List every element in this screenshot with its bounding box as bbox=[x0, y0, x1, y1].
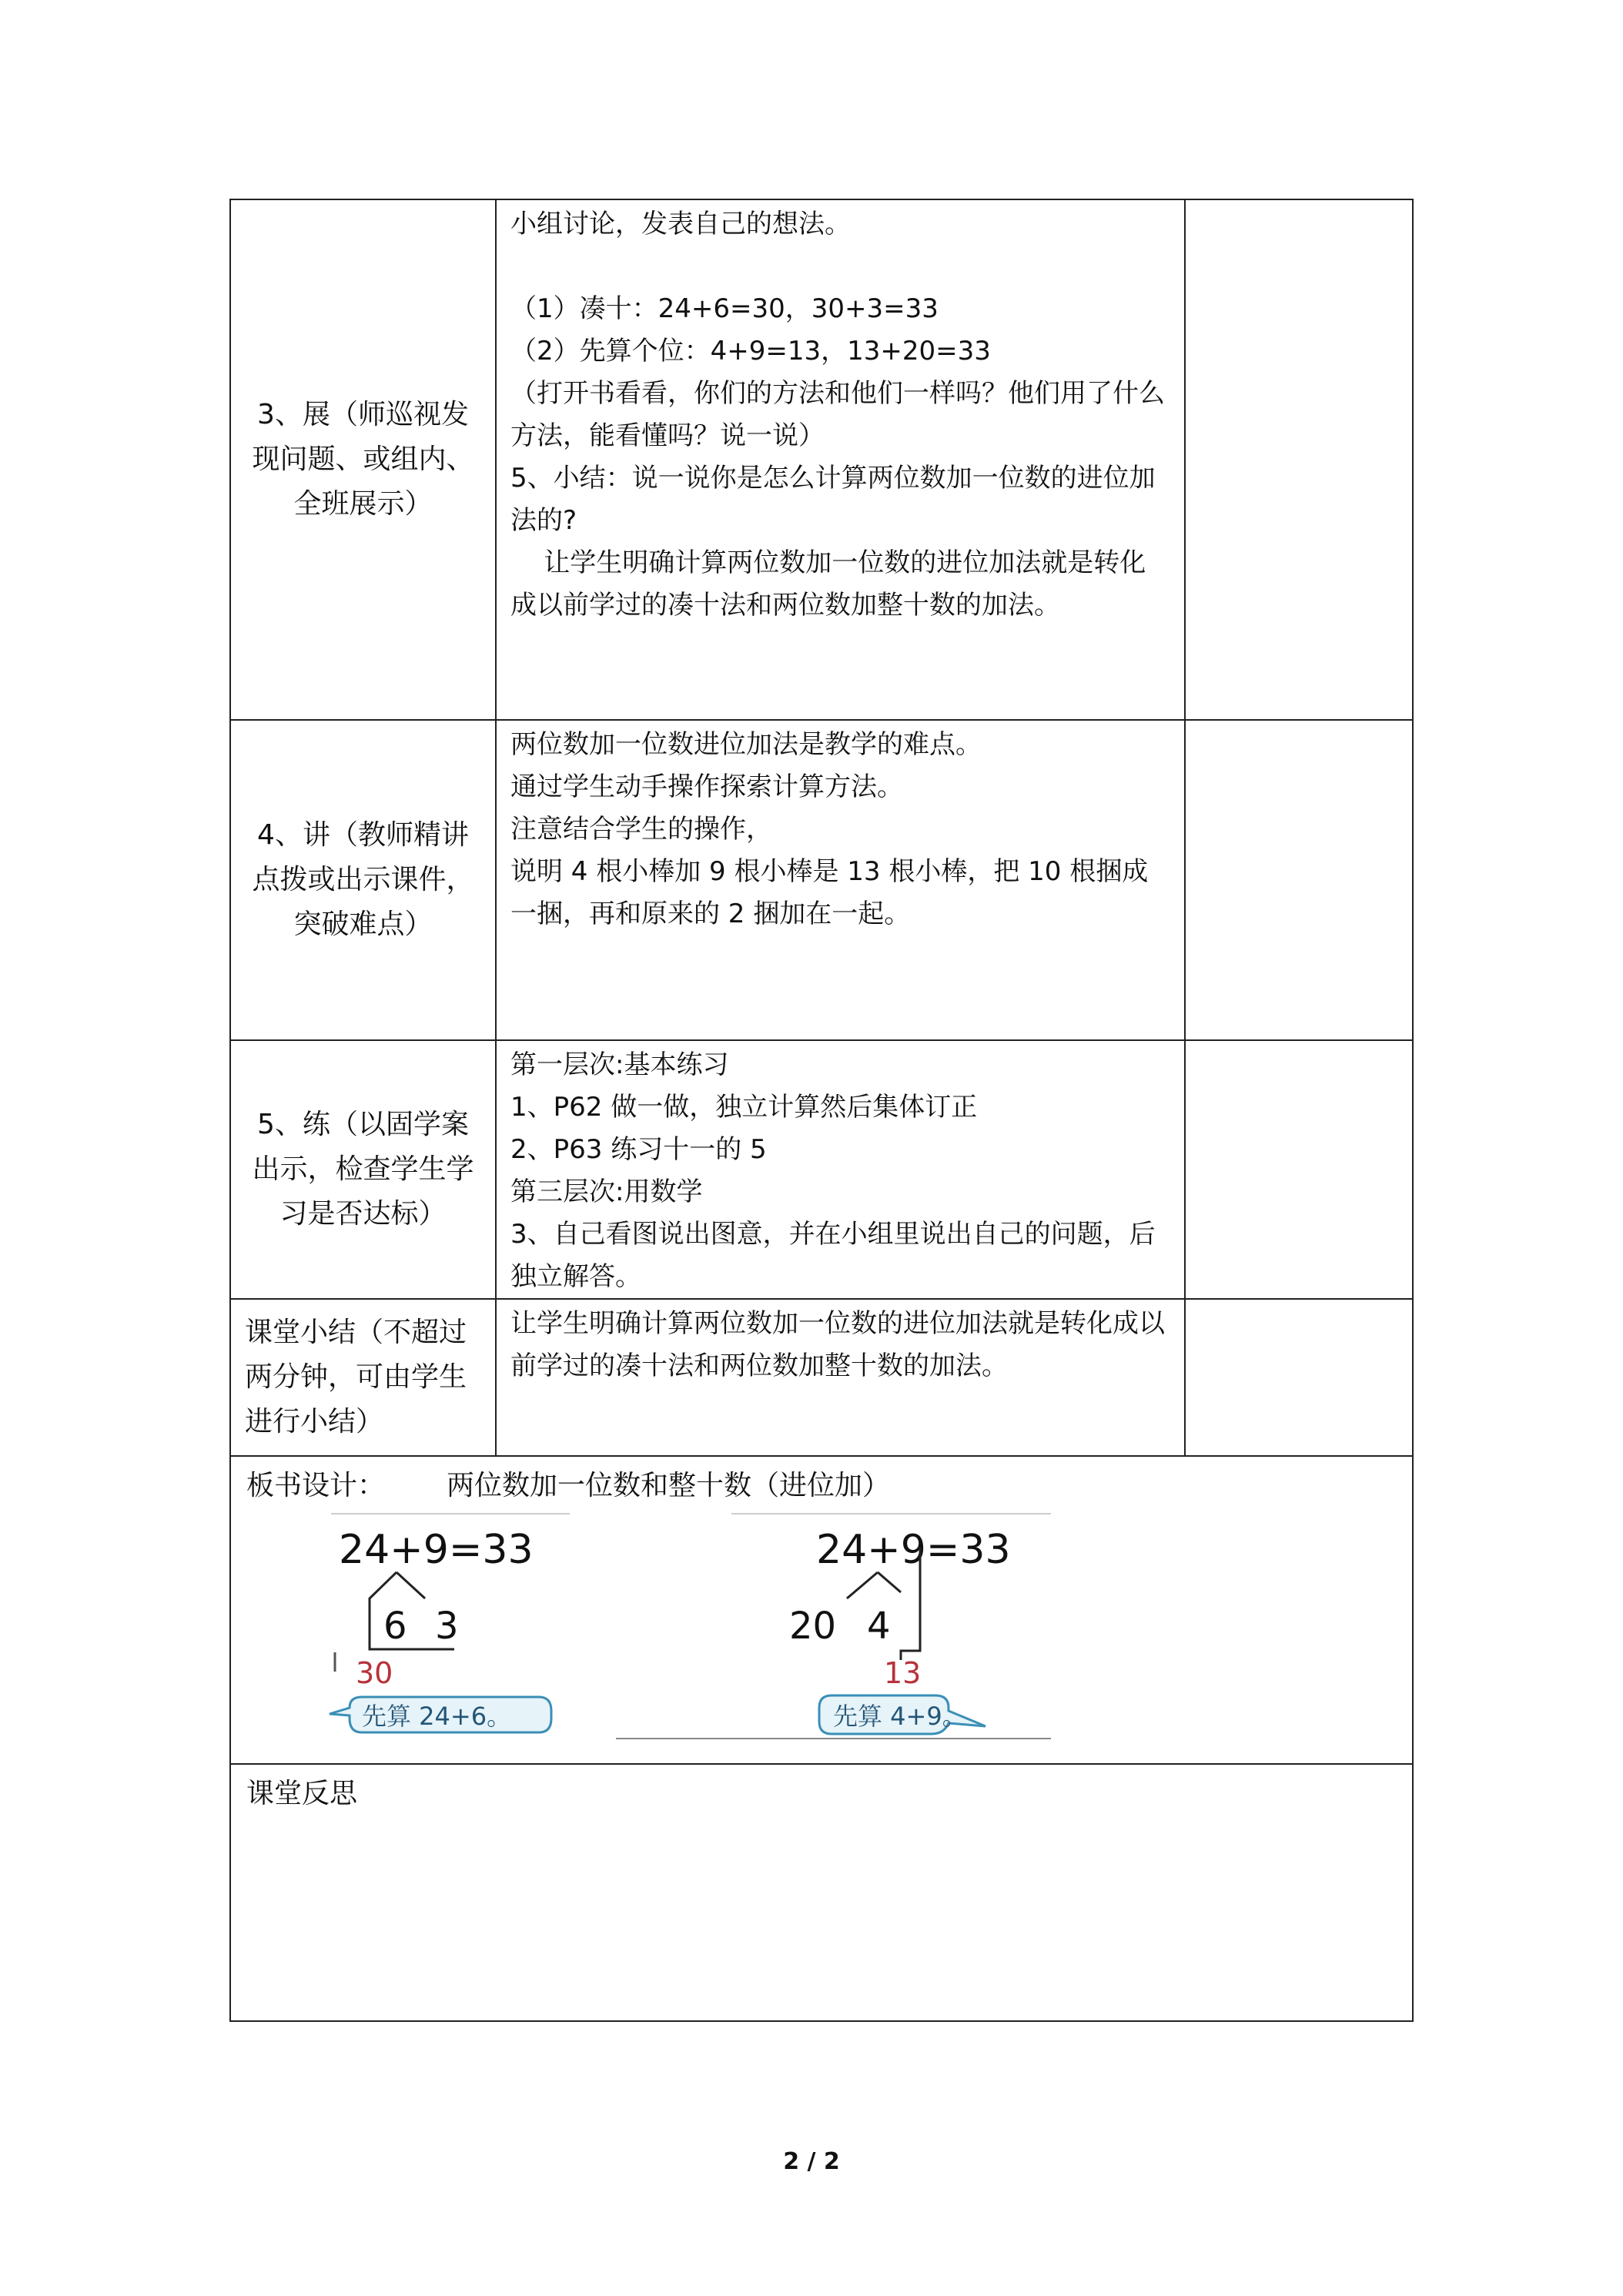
content-line: 让学生明确计算两位数加一位数的进位加法就是转化成以前学过的凑十法和两位数加整十数的加法。 bbox=[510, 547, 1146, 621]
right-split-line-b bbox=[878, 1572, 901, 1592]
content-line: 5、小结：说一说你是怎么计算两位数加一位数的进位加法的? bbox=[510, 463, 1156, 536]
content-cell bbox=[496, 1040, 1185, 1299]
board-figure bbox=[246, 1506, 1397, 1754]
right-equation: 24+9=33 bbox=[816, 1527, 1011, 1573]
step-cell: 4、讲（教师精讲点拨或出示课件，突破难点） bbox=[230, 720, 496, 1040]
content-cell bbox=[496, 720, 1185, 1040]
left-partial: 30 bbox=[356, 1656, 393, 1690]
content-line: 第三层次:用数学 bbox=[510, 1176, 703, 1207]
notes-cell bbox=[1185, 1299, 1413, 1456]
content-line: 3、自己看图说出图意，并在小组里说出自己的问题，后独立解答。 bbox=[510, 1219, 1156, 1292]
content-line: 让学生明确计算两位数加一位数的进位加法就是转化成以前学过的凑十法和两位数加整十数的加法。 bbox=[510, 1308, 1165, 1381]
board-design-row bbox=[230, 1456, 1413, 1764]
reflection-cell bbox=[230, 1764, 1413, 2021]
content-line: 通过学生动手操作探索计算方法。 bbox=[510, 771, 903, 802]
notes-cell bbox=[1185, 720, 1413, 1040]
left-split-line bbox=[397, 1572, 425, 1598]
left-split-b: 3 bbox=[435, 1605, 459, 1648]
board-label: 板书设计： bbox=[246, 1470, 386, 1501]
content-line: （1）凑十：24+6=30，30+3=33 bbox=[510, 293, 939, 324]
left-diagram bbox=[330, 1527, 551, 1732]
board-title: 两位数加一位数和整十数（进位加） bbox=[447, 1470, 891, 1501]
left-bubble-text: 先算 24+6。 bbox=[362, 1702, 512, 1731]
right-split-line bbox=[847, 1572, 878, 1598]
notes-cell bbox=[1185, 1040, 1413, 1299]
content-cell bbox=[496, 199, 1185, 720]
page-number: 2 / 2 bbox=[783, 2148, 840, 2175]
table-row bbox=[230, 720, 1413, 1040]
notes-cell bbox=[1185, 199, 1413, 720]
content-cell bbox=[496, 1299, 1185, 1456]
content-line: 小组讨论，发表自己的想法。 bbox=[510, 209, 851, 239]
board-design-cell bbox=[230, 1456, 1413, 1764]
right-split-b: 4 bbox=[867, 1605, 891, 1648]
content-line: （2）先算个位：4+9=13，13+20=33 bbox=[510, 336, 991, 366]
content-line: （打开书看看，你们的方法和他们一样吗？他们用了什么方法，能看懂吗？说一说） bbox=[510, 378, 1165, 451]
step-cell: 课堂小结（不超过两分钟，可由学生进行小结） bbox=[230, 1299, 496, 1456]
step-cell: 5、练（以固学案出示，检查学生学习是否达标） bbox=[230, 1040, 496, 1299]
left-split-a: 6 bbox=[383, 1605, 407, 1648]
table-row bbox=[230, 199, 1413, 720]
content-line: 说明 4 根小棒加 9 根小棒是 13 根小棒，把 10 根捆成一捆，再和原来的 2 捆加在一起。 bbox=[510, 856, 1149, 929]
right-split-a: 20 bbox=[789, 1605, 837, 1648]
right-partial: 13 bbox=[884, 1656, 922, 1690]
content-line: 1、P62 做一做，独立计算然后集体订正 bbox=[510, 1092, 978, 1123]
table-row bbox=[230, 1040, 1413, 1299]
board-header bbox=[246, 1466, 1397, 1506]
board-drawing bbox=[246, 1506, 1394, 1754]
right-bubble-text: 先算 4+9。 bbox=[833, 1702, 967, 1731]
table-row bbox=[230, 1299, 1413, 1456]
content-line: 注意结合学生的操作， bbox=[510, 814, 772, 845]
blank-line bbox=[510, 246, 1170, 288]
content-line: 2、P63 练习十一的 5 bbox=[510, 1134, 767, 1165]
content-line: 第一层次:基本练习 bbox=[510, 1049, 729, 1080]
reflection-row bbox=[230, 1764, 1413, 2021]
left-equation: 24+9=33 bbox=[339, 1527, 534, 1573]
lesson-plan-table bbox=[229, 199, 1414, 2022]
right-diagram bbox=[789, 1527, 1011, 1734]
content-line: 两位数加一位数进位加法是教学的难点。 bbox=[510, 729, 982, 760]
reflection-label: 课堂反思 bbox=[246, 1778, 358, 1809]
step-cell: 3、展（师巡视发现问题、或组内、全班展示） bbox=[230, 199, 496, 720]
